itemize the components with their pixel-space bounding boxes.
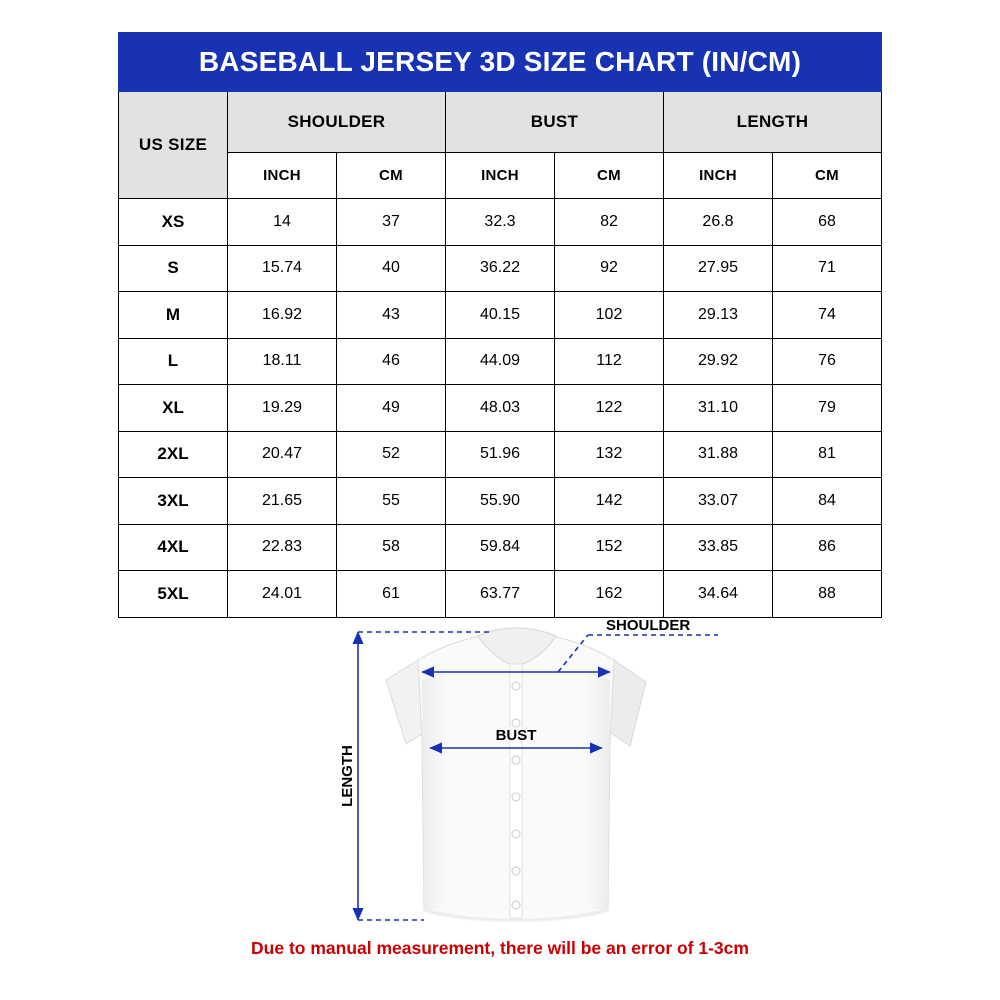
bust-label: BUST [495, 727, 537, 744]
cell-length-cm: 76 [773, 338, 882, 385]
cell-bust-cm: 82 [555, 199, 664, 246]
cell-size: 4XL [119, 524, 228, 571]
cell-bust-cm: 162 [555, 571, 664, 618]
size-chart-table [118, 32, 882, 618]
cell-length-inch: 27.95 [664, 245, 773, 292]
cell-size: S [119, 245, 228, 292]
cell-shoulder-inch: 18.11 [228, 338, 337, 385]
cell-length-cm: 68 [773, 199, 882, 246]
cell-size: L [119, 338, 228, 385]
cell-length-cm: 71 [773, 245, 882, 292]
cell-size: 5XL [119, 571, 228, 618]
cell-bust-inch: 51.96 [446, 431, 555, 478]
column-header-shoulder: SHOULDER [228, 92, 446, 153]
cell-bust-inch: 63.77 [446, 571, 555, 618]
cell-shoulder-cm: 55 [337, 478, 446, 525]
cell-shoulder-cm: 43 [337, 292, 446, 339]
cell-bust-cm: 152 [555, 524, 664, 571]
unit-header-shoulder-inch: INCH [228, 153, 337, 199]
shoulder-label: SHOULDER [606, 620, 691, 634]
cell-shoulder-inch: 20.47 [228, 431, 337, 478]
measurement-note: Due to manual measurement, there will be an error of 1-3cm [251, 938, 749, 958]
column-header-us-size: US SIZE [119, 92, 228, 199]
table-row [119, 478, 882, 525]
cell-bust-inch: 32.3 [446, 199, 555, 246]
cell-bust-cm: 132 [555, 431, 664, 478]
cell-length-cm: 88 [773, 571, 882, 618]
cell-bust-inch: 48.03 [446, 385, 555, 432]
cell-shoulder-cm: 52 [337, 431, 446, 478]
table-row [119, 431, 882, 478]
cell-size: M [119, 292, 228, 339]
cell-bust-inch: 59.84 [446, 524, 555, 571]
table-row [119, 292, 882, 339]
cell-size: 2XL [119, 431, 228, 478]
cell-length-cm: 79 [773, 385, 882, 432]
cell-bust-cm: 92 [555, 245, 664, 292]
cell-length-cm: 84 [773, 478, 882, 525]
table-row [119, 385, 882, 432]
column-header-bust: BUST [446, 92, 664, 153]
table-title-row [119, 33, 882, 92]
cell-length-inch: 33.07 [664, 478, 773, 525]
table-row [119, 571, 882, 618]
cell-bust-cm: 102 [555, 292, 664, 339]
unit-header-length-cm: CM [773, 153, 882, 199]
unit-header-bust-inch: INCH [446, 153, 555, 199]
cell-length-inch: 29.92 [664, 338, 773, 385]
cell-shoulder-inch: 19.29 [228, 385, 337, 432]
cell-length-inch: 33.85 [664, 524, 773, 571]
cell-length-inch: 31.88 [664, 431, 773, 478]
cell-bust-inch: 55.90 [446, 478, 555, 525]
table-row [119, 245, 882, 292]
cell-shoulder-inch: 16.92 [228, 292, 337, 339]
cell-length-inch: 29.13 [664, 292, 773, 339]
cell-shoulder-inch: 15.74 [228, 245, 337, 292]
table-unit-header-row [119, 153, 882, 199]
cell-length-cm: 86 [773, 524, 882, 571]
cell-shoulder-cm: 37 [337, 199, 446, 246]
cell-bust-cm: 142 [555, 478, 664, 525]
table-row [119, 338, 882, 385]
unit-header-shoulder-cm: CM [337, 153, 446, 199]
cell-length-cm: 74 [773, 292, 882, 339]
cell-bust-cm: 122 [555, 385, 664, 432]
cell-size: 3XL [119, 478, 228, 525]
column-header-length: LENGTH [664, 92, 882, 153]
cell-shoulder-inch: 14 [228, 199, 337, 246]
cell-shoulder-cm: 49 [337, 385, 446, 432]
size-chart-table-wrapper [118, 32, 882, 618]
cell-shoulder-cm: 61 [337, 571, 446, 618]
measurement-diagram [118, 620, 882, 930]
unit-header-length-inch: INCH [664, 153, 773, 199]
cell-shoulder-cm: 40 [337, 245, 446, 292]
cell-size: XL [119, 385, 228, 432]
cell-bust-cm: 112 [555, 338, 664, 385]
cell-shoulder-inch: 24.01 [228, 571, 337, 618]
cell-shoulder-cm: 58 [337, 524, 446, 571]
cell-length-inch: 34.64 [664, 571, 773, 618]
cell-bust-inch: 36.22 [446, 245, 555, 292]
cell-shoulder-cm: 46 [337, 338, 446, 385]
unit-header-bust-cm: CM [555, 153, 664, 199]
cell-size: XS [119, 199, 228, 246]
table-row [119, 199, 882, 246]
table-row [119, 524, 882, 571]
cell-length-cm: 81 [773, 431, 882, 478]
table-group-header-row [119, 92, 882, 153]
cell-bust-inch: 40.15 [446, 292, 555, 339]
cell-length-inch: 26.8 [664, 199, 773, 246]
page-title: BASEBALL JERSEY 3D SIZE CHART (IN/CM) [119, 33, 882, 92]
cell-bust-inch: 44.09 [446, 338, 555, 385]
cell-shoulder-inch: 21.65 [228, 478, 337, 525]
cell-length-inch: 31.10 [664, 385, 773, 432]
length-label: LENGTH [339, 745, 356, 807]
cell-shoulder-inch: 22.83 [228, 524, 337, 571]
